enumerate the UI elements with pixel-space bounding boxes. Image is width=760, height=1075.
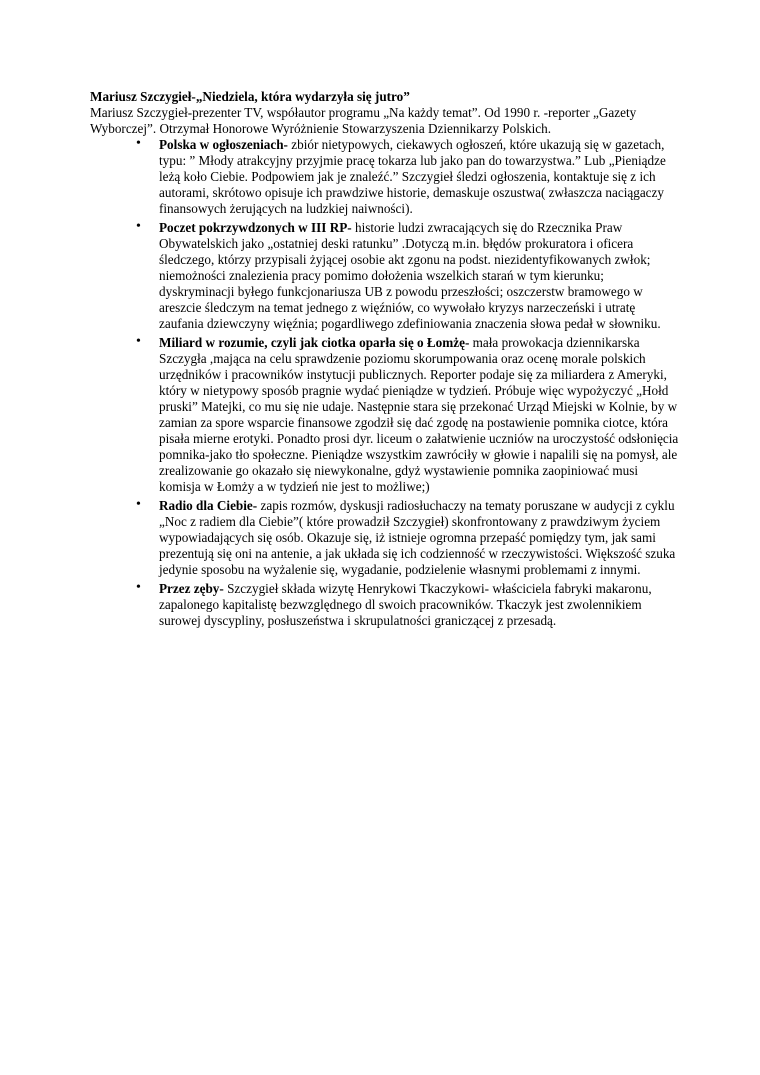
bullet-list <box>90 137 680 629</box>
item-text: historie ludzi zwracających się do Rzecznika Praw Obywatelskich jako „ostatniej deski ratunku” .Dotyczą m.in. błędów prokuratora i oficera śledczego, którzy przypisali żyjącej osobie akt zgonu na podst. niezidentyfikowanych zwłok; niemożności znalezienia pracy pomimo dołożenia wszelkich starań w tym kierunku; dyskryminacji byłego funkcjonariusza UB z powodu przeszłości; oszczerstw bramowego w areszcie śledczym na temat jednego z więźniów, co wywołało kryzys narzeczeński i utratę zaufania dziewczyny więźnia; pogardliwego zdefiniowania znaczenia słowa pedał w słowniku. <box>159 220 661 331</box>
bullet-icon: • <box>136 136 141 151</box>
item-title: Radio dla Ciebie- <box>159 498 258 513</box>
item-title: Polska w ogłoszeniach- <box>159 137 288 152</box>
item-text: zapis rozmów, dyskusji radiosłuchaczy na tematy poruszane w audycji z cyklu „Noc z radiem dla Ciebie”( które prowadził Szczygieł) skonfrontowany z prawdziwym życiem wypowiadających się osób. Okazuje się, iż istnieje ogromna przepaść pomiędzy tym, jak sami prezentują się oni na antenie, a jak układa się ich codzienność w rzeczywistości. Większość szuka jedynie sposobu na wyżalenie się, wygadanie, podzielenie własnymi problemami z innymi. <box>159 498 676 577</box>
list-item <box>90 335 680 495</box>
document-page <box>90 89 680 632</box>
item-text: mała prowokacja dziennikarska Szczygła ,mająca na celu sprawdzenie poziomu skorumpowania oraz ocenę morale polskich urzędników i pracowników instytucji publicznych. Reporter podaje się za miliardera z Ameryki, który w nietypowy sposób pragnie wydać pieniądze w tydzień. Próbuje więc wypożyczyć „Hołd pruski” Matejki, co mu się nie udaje. Następnie stara się przekonać Urząd Miejski w Kolnie, by w zamian za spore wsparcie finansowe zgodził się dać zgodę na postawienie pomnika ciotce, która pisała mierne erotyki. Ponadto prosi dyr. liceum o załatwienie uczniów na uroczystość odsłonięcia pomnika-jako tło społeczne. Pieniądze wszystkim zawróciły w głowie i napalili się na pomysł, ale zrealizowanie go okazało się niewykonalne, gdyż wystawienie pomnika zaopiniować musi komisja w Łomży a w tydzień nie jest to możliwe;) <box>159 335 679 494</box>
item-title: Poczet pokrzywdzonych w III RP- <box>159 220 352 235</box>
list-item <box>90 220 680 332</box>
item-text: Szczygieł składa wizytę Henrykowi Tkaczykowi- właściciela fabryki makaronu, zapalonego kapitalistę bezwzględnego dl swoich pracowników. Tkaczyk jest zwolennikiem surowej dyscypliny, posłuszeństwa i skrupulatności graniczącej z przesadą. <box>159 581 652 628</box>
bullet-icon: • <box>136 580 141 595</box>
bullet-icon: • <box>136 334 141 349</box>
document-title: Mariusz Szczygieł-„Niedziela, która wydarzyła się jutro” <box>90 89 410 104</box>
item-text: zbiór nietypowych, ciekawych ogłoszeń, które ukazują się w gazetach, typu: ” Młody atrakcyjny przyjmie pracę tokarza lub jako pan do towarzystwa.” Lub „Pieniądze leżą koło Ciebie. Podpowiem jak je znaleźć.” Szczygieł śledzi ogłoszenia, kontaktuje się z ich autorami, skrótowo opisuje ich prawdziwe historie, demaskuje oszustwa( zwłaszcza naciągaczy finansowych żerujących na ludzkiej naiwności). <box>159 137 666 216</box>
item-title: Miliard w rozumie, czyli jak ciotka oparła się o Łomżę- <box>159 335 470 350</box>
bullet-icon: • <box>136 497 141 512</box>
bullet-icon: • <box>136 219 141 234</box>
item-title: Przez zęby- <box>159 581 224 596</box>
list-item <box>90 498 680 578</box>
list-item <box>90 581 680 629</box>
list-item <box>90 137 680 217</box>
document-intro: Mariusz Szczygieł-prezenter TV, współautor programu „Na każdy temat”. Od 1990 r. -reporter „Gazety Wyborczej”. Otrzymał Honorowe Wyróżnienie Stowarzyszenia Dziennikarzy Polskich. <box>90 105 637 136</box>
